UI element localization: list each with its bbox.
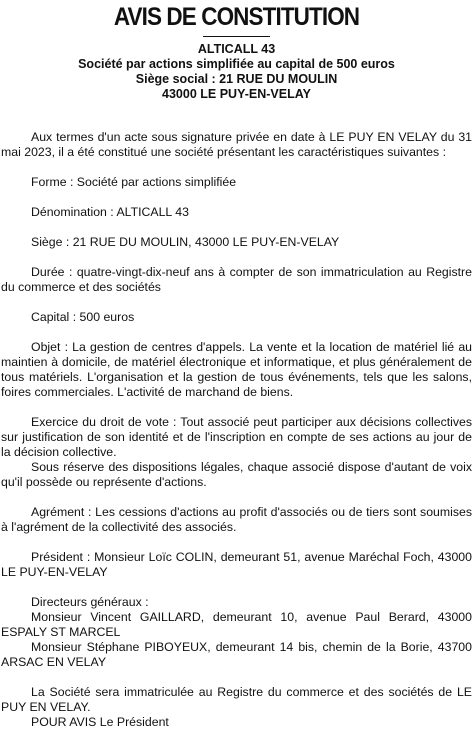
denomination-paragraph: Dénomination : ALTICALL 43: [31, 205, 189, 219]
siege-paragraph: Siège : 21 RUE DU MOULIN, 43000 LE PUY-EN-VELAY: [31, 235, 340, 249]
signature-line: POUR AVIS Le Président: [31, 715, 169, 729]
company-city: 43000 LE PUY-EN-VELAY: [162, 87, 311, 101]
notice-title: AVIS DE CONSTITUTION: [113, 3, 360, 31]
company-name: ALTICALL 43: [197, 42, 276, 56]
title-underline: [203, 36, 270, 37]
forme-paragraph: Forme : Société par actions simplifiée: [31, 175, 237, 189]
intro-paragraph: Aux termes d'un acte sous signature privée en date à LE PUY EN VELAY du 31 mai 2023, il a été constitué une société présentant les caractéristiques suivantes :: [1, 130, 472, 159]
vote-paragraph: Exercice du droit de vote : Tout associé peut participer aux décisions collectives sur justification de son identité et de l'inscription en compte de ses actions au jour de la décision collective.: [1, 415, 472, 459]
directeur-2-paragraph: Monsieur Stéphane PIBOYEUX, demeurant 14 bis, chemin de la Borie, 43700 ARSAC EN VELAY: [1, 640, 472, 669]
objet-paragraph: Objet : La gestion de centres d'appels. La vente et la location de matériel lié au maintien à domicile, de matériel électronique et informatique, et plus généralement de tous matériels. L'organisation et la gestion de tous événements, tels que les salons, foires commerciales. L'activité de marchand de biens.: [1, 340, 472, 399]
immatriculation-paragraph: La Société sera immatriculée au Registre du commerce et des sociétés de LE PUY EN VELAY.: [1, 685, 472, 714]
notice-body: [1, 130, 472, 730]
capital-paragraph: Capital : 500 euros: [31, 310, 135, 324]
company-form: Société par actions simplifiée au capital de 500 euros: [78, 57, 395, 71]
president-paragraph: Président : Monsieur Loïc COLIN, demeurant 51, avenue Maréchal Foch, 43000 LE PUY-EN-VELAY: [1, 550, 472, 579]
directeur-1-paragraph: Monsieur Vincent GAILLARD, demeurant 10, avenue Paul Berard, 43000 ESPALY ST MARCEL: [1, 610, 472, 639]
duree-paragraph: Durée : quatre-vingt-dix-neuf ans à compter de son immatriculation au Registre du commerce et des sociétés: [1, 265, 472, 294]
agrement-paragraph: Agrément : Les cessions d'actions au profit d'associés ou de tiers sont soumises à l'agrément de la collectivité des associés.: [1, 505, 472, 534]
company-address: Siège social : 21 RUE DU MOULIN: [135, 72, 338, 86]
vote-detail-paragraph: Sous réserve des dispositions légales, chaque associé dispose d'autant de voix qu'il possède ou représente d'actions.: [1, 460, 472, 489]
directeurs-label: Directeurs généraux :: [31, 595, 149, 609]
company-header: [0, 42, 473, 102]
